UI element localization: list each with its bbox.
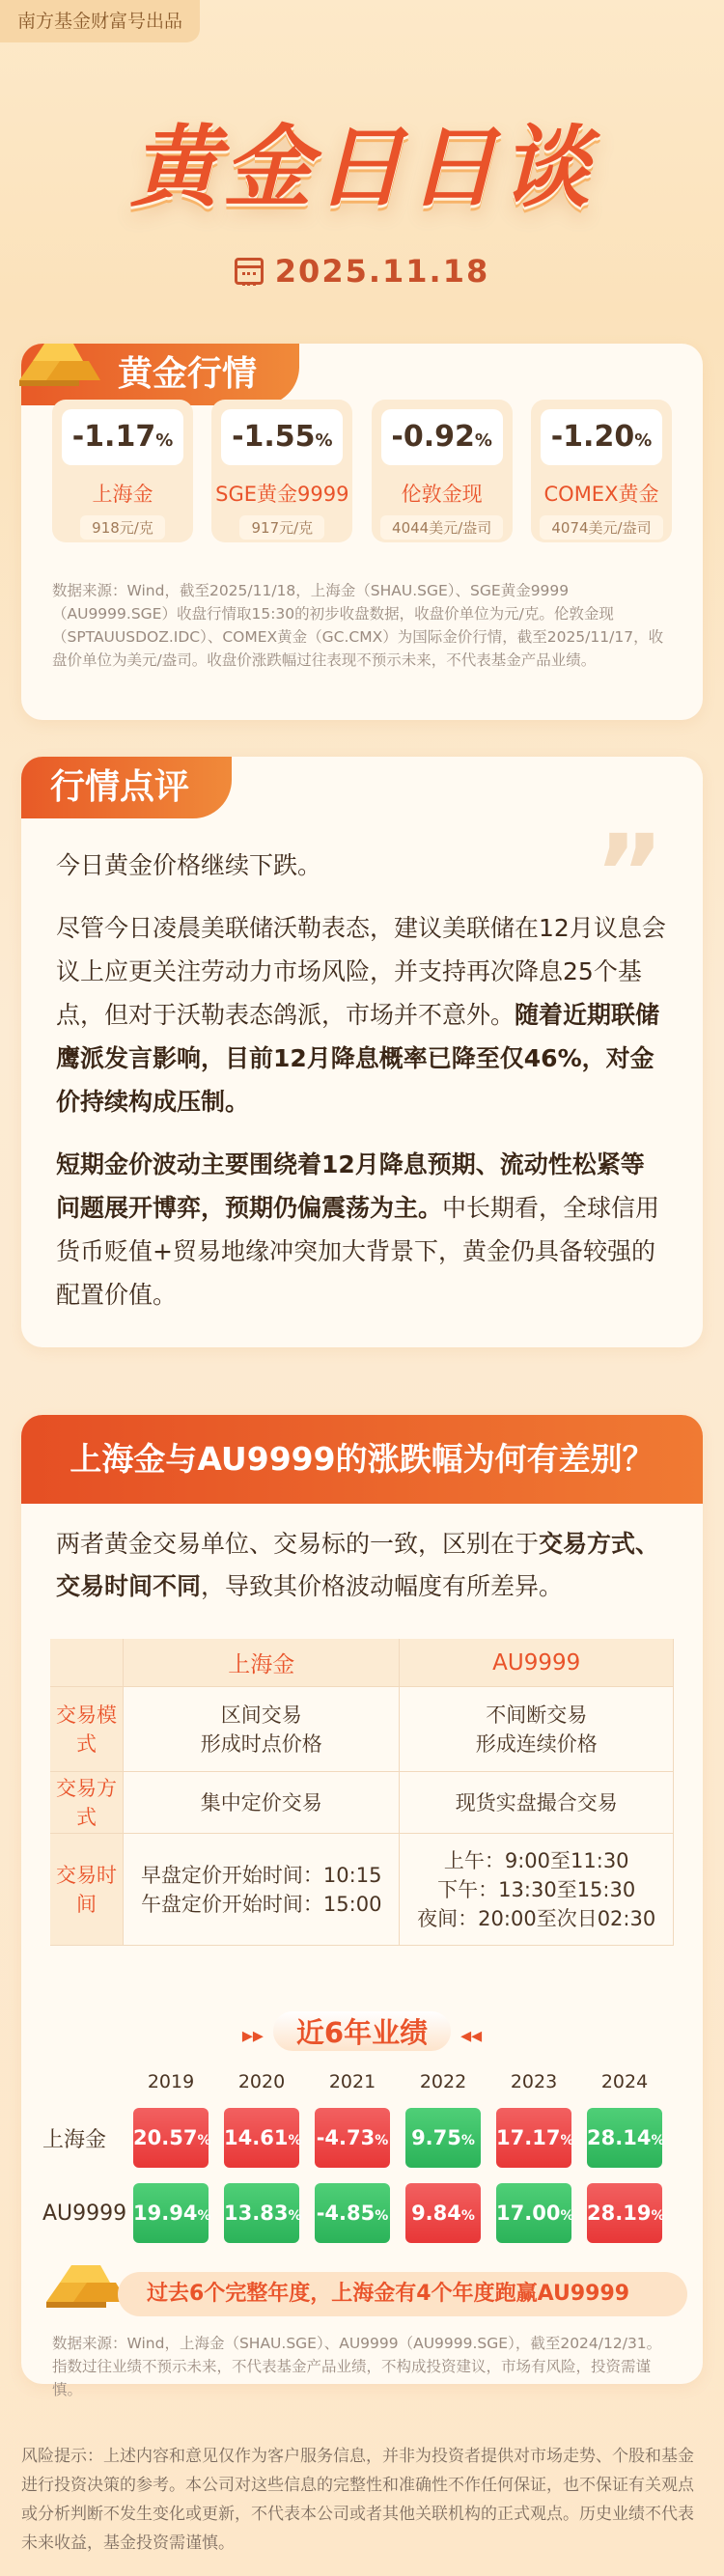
comment-para-1: 今日黄金价格继续下跌。: [56, 851, 322, 879]
perf-cell: 19.94%: [133, 2183, 209, 2243]
row-header: 交易模式: [50, 1687, 124, 1772]
table-cell: 现货实盘撮合交易: [400, 1772, 674, 1834]
risk-disclaimer: 风险提示：上述内容和意见仅作为客户服务信息，并非为投资者提供对市场走势、个股和基金进行投资决策的参考。本公司对这些信息的完整性和准确性不作任何保证，也不保证有关观点或分析判断不发生变化或更新，不代表本公司或者其他关联机构的正式观点。历史业绩不代表未来收益，基金投资需谨慎。: [21, 2447, 694, 2553]
quote-mark-icon: ”: [594, 812, 664, 935]
quote-name: SGE黄金9999: [215, 483, 349, 506]
row-label: 上海金: [42, 2127, 107, 2152]
table-cell: 集中定价交易: [124, 1772, 400, 1834]
perf-cell: 17.17%: [496, 2108, 571, 2168]
quote-price: 917元/克: [239, 515, 324, 540]
gold-bars-icon: [39, 2251, 131, 2314]
quote-name: COMEX黄金: [543, 483, 659, 506]
difference-card: [21, 1415, 703, 2398]
market-tab: 黄金行情: [21, 344, 299, 405]
comment-para-3: 短期金价波动主要围绕着12月降息预期、流动性松紧等问题展开博弈，预期仍偏震荡为主。中长期看，全球信用货币贬值+贸易地缘冲突加大背景下，黄金仍具备较强的配置价值。: [56, 1150, 660, 1309]
perf-cell: 9.75%: [405, 2108, 481, 2168]
hero: [0, 97, 724, 290]
difference-intro: 两者黄金交易单位、交易标的一致，区别在于交易方式、交易时间不同，导致其价格波动幅度有所差异。: [56, 1530, 660, 1600]
table-cell: 区间交易 形成时点价格: [124, 1687, 400, 1772]
report-date: 2025.11.18: [274, 253, 490, 290]
quote-change: -1.20%: [541, 409, 662, 465]
arrow-right-icon: ▸▸: [241, 2024, 264, 2048]
table-cell: 上午：9:00至11:30 下午：13:30至15:30 夜间：20:00至次日02:30: [400, 1834, 674, 1946]
quote-name: 上海金: [92, 483, 153, 506]
market-card: [21, 344, 703, 720]
quote-change: -1.17%: [62, 409, 183, 465]
perf-cell: 14.61%: [224, 2108, 299, 2168]
arrow-left-icon: ◂◂: [460, 2024, 483, 2048]
comparison-table: [50, 1639, 674, 1946]
perf-cell: 13.83%: [224, 2183, 299, 2243]
difference-title: 上海金与AU9999的涨跌幅为何有差别？: [21, 1415, 703, 1504]
quote-name: 伦敦金现: [401, 483, 483, 506]
page-title: 黄金日日谈: [129, 116, 594, 219]
year-label: 2023: [510, 2071, 558, 2092]
quote-list: [52, 400, 672, 542]
performance-row-au9999: [42, 2183, 665, 2243]
year-label: 2021: [328, 2071, 376, 2092]
quote-card: [211, 400, 352, 542]
perf-cell: 17.00%: [496, 2183, 571, 2243]
perf-cell: -4.85%: [315, 2183, 390, 2243]
summary-banner: 过去6个完整年度，上海金有4个年度跑赢AU9999: [118, 2272, 687, 2316]
year-headers: [133, 2071, 662, 2092]
performance-title: ▸▸ 近6年业绩 ◂◂: [21, 2011, 703, 2051]
calendar-icon: [235, 258, 264, 285]
year-label: 2020: [237, 2071, 286, 2092]
quote-change: -1.55%: [221, 409, 343, 465]
row-header: 交易方式: [50, 1772, 124, 1834]
col-header-au9999: AU9999: [400, 1639, 674, 1687]
year-label: 2024: [600, 2071, 649, 2092]
difference-source-note: 数据来源：Wind，上海金（SHAU.SGE）、AU9999（AU9999.SGE），截至2024/12/31。指数过往业绩不预示未来，不代表基金产品业绩，不构成投资建议，市场有风险，投资需谨慎。: [52, 2335, 662, 2398]
quote-change: -0.92%: [381, 409, 503, 465]
perf-cell: 9.84%: [405, 2183, 481, 2243]
perf-cell: -4.73%: [315, 2108, 390, 2168]
year-label: 2022: [419, 2071, 467, 2092]
quote-card: [372, 400, 513, 542]
perf-cell: 20.57%: [133, 2108, 209, 2168]
market-source-note: 数据来源：Wind，截至2025/11/18，上海金（SHAU.SGE）、SGE黄金9999（AU9999.SGE）收盘行情取15:30的初步收盘数据，收盘价单位为元/克。伦敦金现（SPTAUUSDOZ.IDC）、COMEX黄金（GC.CMX）为国际金价行情，截至2025/11/17，收盘价单位为美元/盎司。收盘价涨跌幅过往表现不预示未来，不代表基金产品业绩。: [52, 582, 664, 669]
year-label: 2019: [147, 2071, 195, 2092]
corner-cell: [50, 1639, 124, 1687]
col-header-shau: 上海金: [124, 1639, 400, 1687]
table-cell: 早盘定价开始时间：10:15 午盘定价开始时间：15:00: [124, 1834, 400, 1946]
comment-card: [21, 757, 703, 1347]
row-header: 交易时间: [50, 1834, 124, 1946]
gold-bars-icon: [12, 332, 104, 390]
quote-price: 4074美元/盎司: [540, 515, 662, 540]
perf-cell: 28.19%: [587, 2183, 662, 2243]
table-cell: 不间断交易 形成连续价格: [400, 1687, 674, 1772]
publisher-badge: 南方基金财富号出品: [0, 0, 200, 42]
comment-para-2: 尽管今日凌晨美联储沃勒表态，建议美联储在12月议息会议上应更关注劳动力市场风险，并支持再次降息25个基点，但对于沃勒表态鸽派，市场并不意外。随着近期联储鹰派发言影响，目前12月降息概率已降至仅46%，对金价持续构成压制。: [56, 914, 666, 1116]
date-line: [235, 253, 489, 290]
performance-row-shau: [42, 2108, 665, 2168]
quote-price: 4044美元/盎司: [380, 515, 503, 540]
quote-price: 918元/克: [80, 515, 165, 540]
quote-card: [531, 400, 672, 542]
row-label: AU9999: [42, 2201, 127, 2226]
quote-card: [52, 400, 193, 542]
comment-tab: 行情点评: [21, 757, 232, 818]
perf-cell: 28.14%: [587, 2108, 662, 2168]
